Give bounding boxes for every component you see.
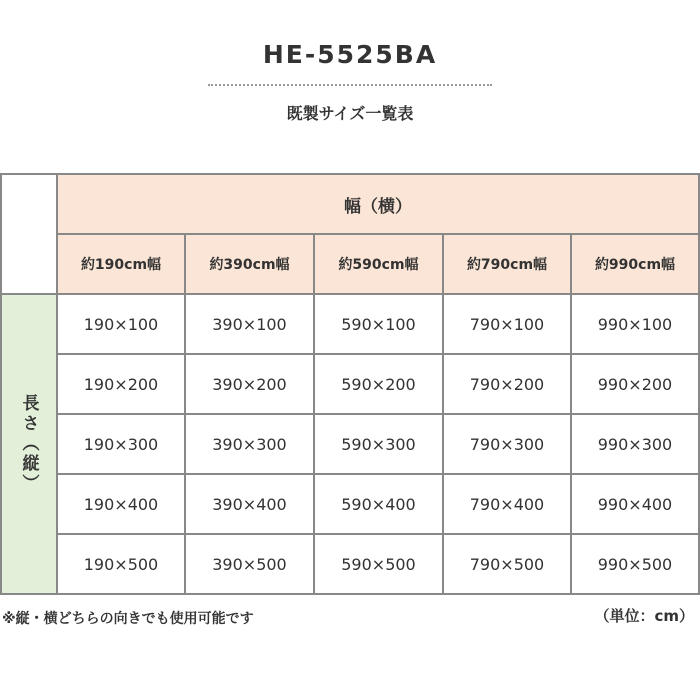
table-cell: 790×400 [444, 475, 570, 533]
table-cell: 390×500 [186, 535, 313, 593]
table-cell: 190×100 [58, 295, 184, 353]
table-cell: 790×200 [444, 355, 570, 413]
table-cell: 590×300 [315, 415, 442, 473]
table-cell: 190×200 [58, 355, 184, 413]
usage-note: ※縦・横どちらの向きでも使用可能です [2, 611, 254, 627]
page-title: HE-5525BA [262, 40, 438, 69]
length-header [2, 295, 56, 593]
table-cell: 990×200 [572, 355, 698, 413]
unit-label: （単位：cm） [594, 607, 694, 625]
table-cell: 390×100 [186, 295, 313, 353]
column-header: 約190cm幅 [58, 235, 184, 293]
title-divider [208, 84, 492, 86]
column-header: 約390cm幅 [186, 235, 313, 293]
table-cell: 990×500 [572, 535, 698, 593]
table-cell: 390×300 [186, 415, 313, 473]
column-header: 約790cm幅 [444, 235, 570, 293]
page-subtitle: 既製サイズ一覧表 [286, 104, 414, 123]
table-cell: 590×400 [315, 475, 442, 533]
table-cell: 590×500 [315, 535, 442, 593]
size-table [0, 173, 700, 595]
column-header: 約990cm幅 [572, 235, 698, 293]
table-corner-cell [2, 175, 56, 293]
table-cell: 190×400 [58, 475, 184, 533]
length-header-label: 長さ（縦） [18, 394, 39, 494]
table-cell: 590×100 [315, 295, 442, 353]
table-cell: 390×200 [186, 355, 313, 413]
table-cell: 190×500 [58, 535, 184, 593]
column-header: 約590cm幅 [315, 235, 442, 293]
table-cell: 990×100 [572, 295, 698, 353]
width-header: 幅（横） [58, 175, 698, 233]
table-cell: 590×200 [315, 355, 442, 413]
table-cell: 990×400 [572, 475, 698, 533]
table-cell: 990×300 [572, 415, 698, 473]
table-cell: 790×300 [444, 415, 570, 473]
table-cell: 390×400 [186, 475, 313, 533]
table-cell: 790×500 [444, 535, 570, 593]
table-cell: 190×300 [58, 415, 184, 473]
table-cell: 790×100 [444, 295, 570, 353]
